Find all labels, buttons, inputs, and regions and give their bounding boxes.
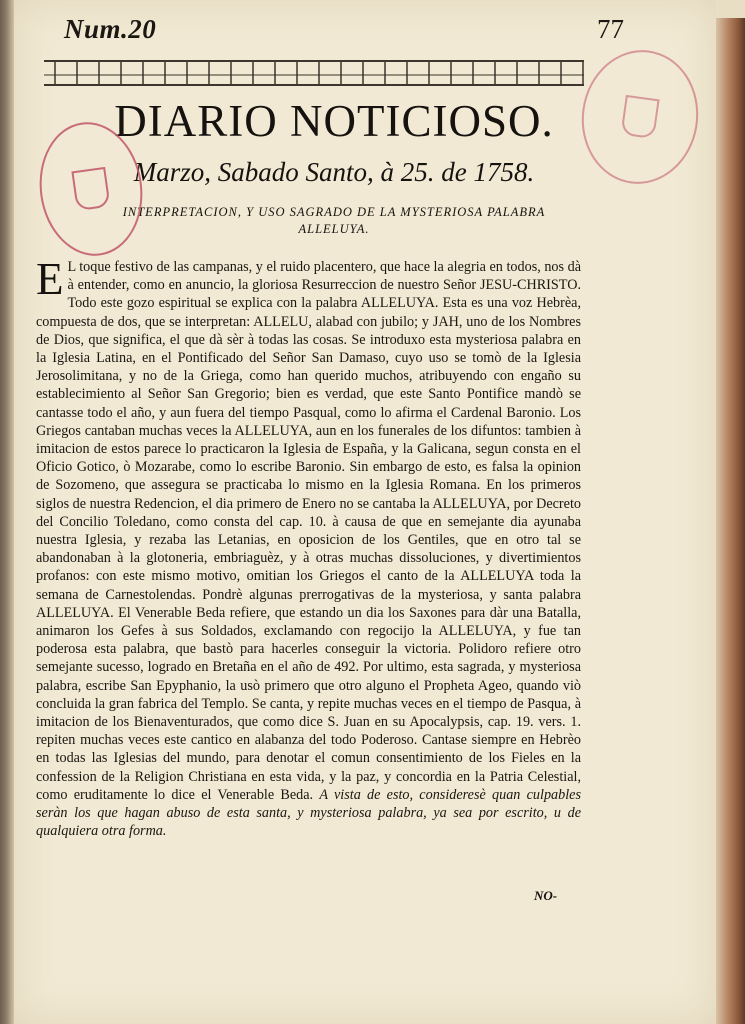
stamp-left-text: [64, 156, 118, 222]
library-stamp-right: [573, 43, 707, 192]
page-header: [64, 14, 624, 48]
newspaper-page: [14, 0, 716, 1024]
stamp-right-text: [613, 84, 667, 150]
article-body: [36, 254, 581, 841]
coat-of-arms-icon: [71, 167, 110, 211]
page-number: 77: [597, 14, 624, 44]
drop-cap: E: [36, 254, 64, 304]
article-title-line2: ALLELUYA.: [298, 222, 370, 236]
masthead-title: DIARIO NOTICIOSO.: [114, 96, 554, 146]
article-title-line1: INTERPRETACION, Y USO SAGRADO DE LA MYSTERIOSA PALABRA: [122, 205, 546, 219]
dateline: Marzo, Sabado Santo, à 25. de 1758.: [133, 157, 535, 187]
coat-of-arms-icon: [620, 95, 659, 139]
issue-number: Num.20: [64, 14, 157, 44]
closing-italic-text: A vista de esto, consideresè quan culpables seràn los que hagan abuso de esta santa, y mysteriosa palabra, ya sea por escrito, u de qualquiera otra forma.: [36, 786, 581, 840]
article-paragraph: [36, 254, 581, 841]
ornamental-border: [44, 60, 584, 86]
catchword: NO-: [534, 888, 558, 903]
book-edge: [711, 18, 745, 1024]
body-text: L toque festivo de las campanas, y el ruido placentero, que hace la alegria en todos, nos dà à entender, como en anuncio, la gloriosa Resurreccion de nuestro Señor JESU-CHRISTO. Todo este gozo espiritual se explica con la palabra ALLELUYA. Esta es una voz Hebrèa, compuesta de dos, que se interpretan: ALLELU, alabad con jubilo; y JAH, uno de los Nombres de Dios, que significa, el que dà sèr à todas las cosas. Se introduxo esta mysteriosa palabra en la Iglesia Latina, en el Pontificado del Señor San Damaso, cuyo uso se tomò de la Iglesia Jerosolimitana, y no de la Griega, como han querido muchos, atribuyendo con engaño su establecimiento al Señor San Gregorio; bien es verdad, que este Santo Pontifice mandò se cantasse todo el año, y aun fuera del tiempo Pasqual, como lo afirma el Cardenal Baronio. Los Griegos cantaban muchas veces la ALLELUYA, aun en los funerales de los difuntos: tambien à imitacion de estos parece lo practicaron la Iglesia de España, y la Galicana, segun consta en el Oficio Gotico, ò Mozarabe, como lo escribe Baronio. Sin embargo de esto, es falsa la opinion de Sozomeno, que assegura se practicaba lo mismo en la Iglesia Romana. En los primeros siglos de nuestra Redencion, el dia primero de Enero no se cantaba la ALLELUYA, por Decreto del Concilio Toledano, como consta del cap. 10. à causa de que en semejante dia ayunaba nuestra Iglesia, y rezaba las Letanias, en oposicion de los Gentiles, que en otro tal se abandonaban à la glotoneria, embriaguèz, y à otras muchas dissoluciones, y divertimientos profanos: con este mismo motivo, omitian los Griegos el canto de la ALLELUYA toda la semana de Carnestolendas. Pondrè algunas prerrogativas de la mysteriosa, y santa palabra ALLELUYA. El Venerable Beda refiere, que estando un dia los Saxones para dàr una Batalla, animaron los Gefes à sus Soldados, exclamando con regocijo la ALLELUYA, y fue tan poderosa esta palabra, que bastò para hacerles conseguir la victoria. Polidoro refiere otro semejante sucesso, logrado en Bretaña en el año de 492. Por ultimo, esta sagrada, y mysteriosa palabra, escribe San Epyphanio, la usò primero que otro alguno el Propheta Ageo, quando viò concluida la gran fabrica del Templo. Se canta, y repite muchas veces en el tiempo de Pasqua, à imitacion de los Bienaventurados, que como dice S. Juan en su Apocalypsis, cap. 19. vers. 1. repiten muchas veces este cantico en alabanza del todo Poderoso. Cantase siempre en Hebrèo en todas las Iglesias del mundo, para denotar el comun consentimiento de los Fieles en la confession de la Religion Christiana en esta vida, y la paz, y concordia en la Patria Celestial, como eruditamente lo dice el Venerable Beda.: [36, 259, 581, 803]
